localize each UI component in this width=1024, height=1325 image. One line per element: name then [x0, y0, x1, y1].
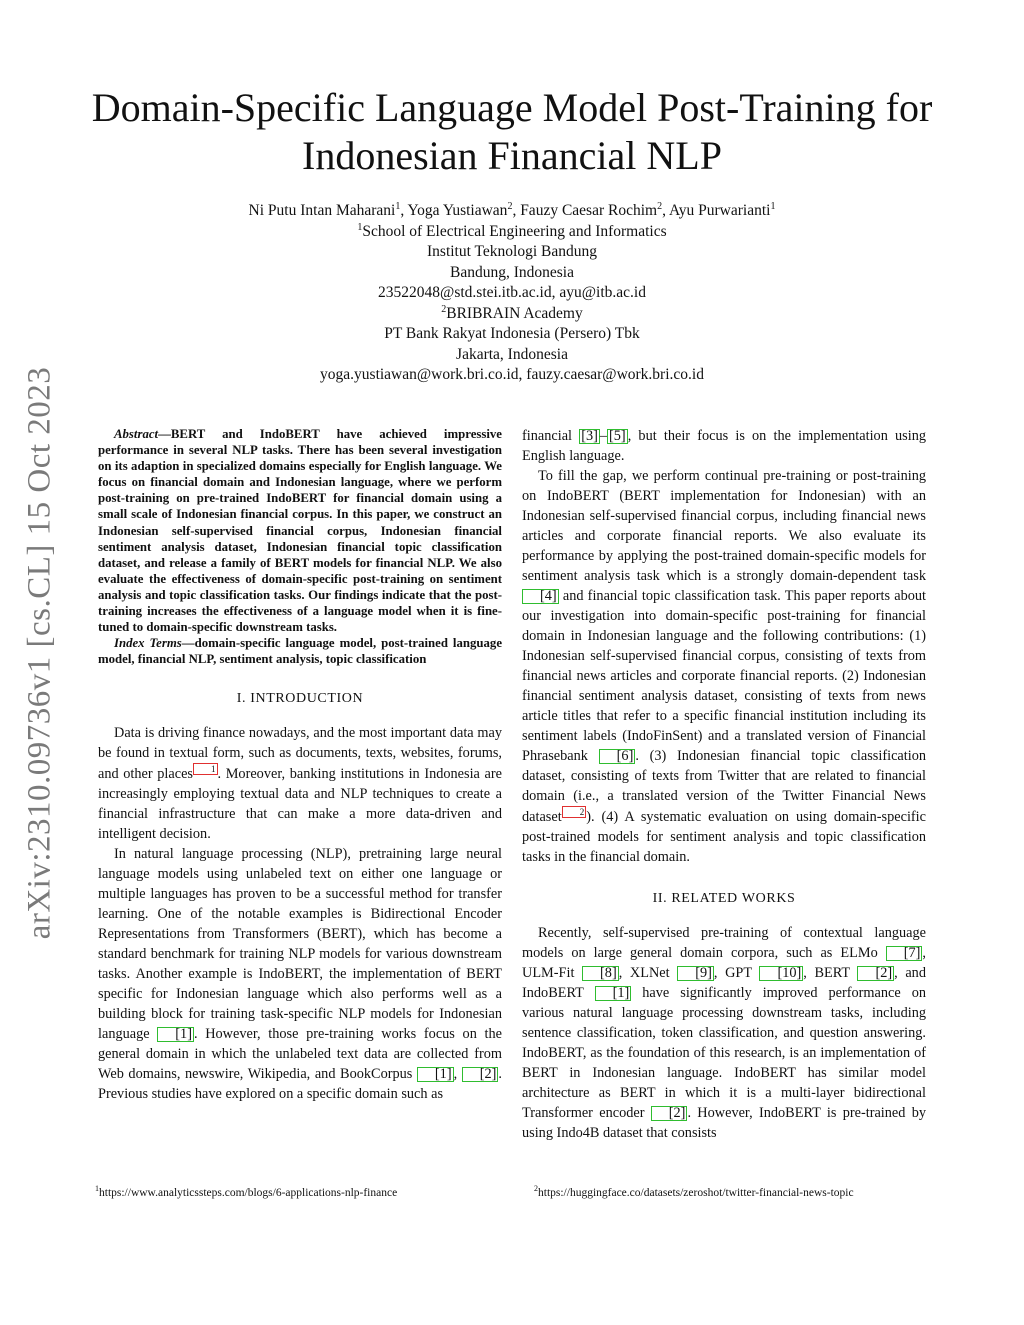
- section-2-first-2: W: [741, 890, 756, 906]
- section-heading-introduction: [98, 689, 502, 709]
- section-1-rest: NTRODUCTION: [255, 691, 364, 707]
- rw-text-b: , ULM-Fit: [522, 944, 926, 981]
- related-works-paragraph-1: [522, 923, 926, 1143]
- footnote-1: [95, 1186, 397, 1200]
- intro-p1-text-b: . Moreover, banking institutions in Indonesia are increasingly employing textual data and NLP techniques to create a financial infrastructure that can make a more data-driven and intelligent decision.: [98, 766, 502, 843]
- footnote-2: [534, 1186, 854, 1200]
- rw-text-h: . However, IndoBERT is pre-trained by using Indo4B dataset that consists: [522, 1104, 927, 1141]
- author-1: Ni Putu Intan Maharani: [248, 202, 396, 219]
- affiliation-1-emails: 23522048@std.stei.itb.ac.id, ayu@itb.ac.id: [378, 284, 646, 301]
- affil-1-line-1: School of Electrical Engineering and Informatics: [362, 222, 667, 240]
- affil-2-line-1: BRIBRAIN Academy: [446, 304, 583, 322]
- citation-link[interactable]: [4]: [522, 589, 559, 604]
- citation-link[interactable]: [9]: [677, 966, 714, 981]
- citation-link[interactable]: [5]: [609, 428, 626, 444]
- intro-paragraph-2-continued: [522, 426, 926, 466]
- footnote-1-url[interactable]: https://www.analyticssteps.com/blogs/6-applications-nlp-finance: [99, 1187, 398, 1199]
- intro-paragraph-1: [98, 723, 502, 844]
- citation-range-dash: –: [599, 428, 608, 444]
- intro-p2-text-a: In natural language processing (NLP), pretraining large neural language models using unlabeled text on either one language or multiple languages has proven to be a successful method for transfer learning. One of the notable examples is Bidirectional Encoder Representations from Transformers (BERT), which has become a standard benchmark for training NLP models for various downstream tasks. Another example is IndoBERT, the implementation of BERT specific for Indonesian language which also performs well as a building block for training task-specific NLP models for Indonesian language: [98, 846, 502, 1043]
- rw-text-g: have significantly improved performance on various natural language processing downstream tasks, including sentence classification, token classification, and question answering. IndoBERT, as the foundation of this research, is an implementation of BERT in Indonesian language. IndoBERT has similar model architecture as BERT in which it is a multi-layer bidirectional Transformer encoder: [522, 984, 927, 1121]
- right-p2-text-b: and financial topic classification task. This paper reports about our investigation into domain-specific post-training for financial domain in Indonesian language and the following contributions: (1) Indonesian self-supervised financial corpus, consisting of texts from financial news articles and corporate financial reports. (2) Indonesian financial sentiment analysis dataset, consisting of texts from news article titles that refer to a specific financial institution including its sentiment labels (IndoFinSent) and a translated version of Financial Phrasebank: [522, 588, 926, 764]
- footnote-2-url[interactable]: https://huggingface.co/datasets/zeroshot/twitter-financial-news-topic: [538, 1187, 854, 1199]
- rw-text-d: , GPT: [713, 964, 760, 981]
- right-column: [522, 426, 926, 1143]
- abstract-text: —BERT and IndoBERT have achieved impressive performance in several NLP tasks. There has been several investigation on its adaption in specialized domains especially for English language. We focus on financial domain and Indonesian language, where we perform post-training on pre-trained IndoBERT for financial domain using a small scale of Indonesian financial corpus. In this paper, we construct an Indonesian self-supervised financial corpus, Indonesian financial sentiment analysis dataset, Indonesian financial topic classification dataset, and release a family of BERT models for financial NLP. We also evaluate the effectiveness of domain-specific post-training on sentiment analysis and topic classification tasks. Our findings indicate that the post-training increases the effectiveness of a language model when it is fine-tuned to domain-specific downstream tasks.: [98, 427, 502, 635]
- affil-1-mark: 1: [357, 221, 363, 233]
- arxiv-identifier: arXiv:2310.09736v1 [cs.CL] 15 Oct 2023: [21, 366, 58, 939]
- section-2-rest-2: ORKS: [755, 890, 796, 906]
- affil-2-mark: 2: [441, 303, 447, 315]
- index-terms-label: Index Terms: [114, 636, 182, 651]
- rw-text-e: , BERT: [803, 964, 858, 981]
- section-1-number: I.: [236, 691, 251, 707]
- affiliation-1-name: [100, 222, 924, 243]
- intro-p1-text-a: Data is driving finance nowadays, and the most important data may be found in textual form, such as documents, texts, websites, forums, and other places: [98, 725, 502, 783]
- author-2-affil: 2: [507, 200, 513, 212]
- footnote-ref-1[interactable]: 1: [193, 763, 218, 775]
- author-3-affil: 2: [657, 200, 663, 212]
- section-2-number: II.: [652, 890, 672, 906]
- affiliation-1-location: Bandung, Indonesia: [450, 263, 574, 281]
- author-block: [100, 201, 924, 386]
- left-column: [98, 426, 502, 1104]
- citation-link[interactable]: [2]: [462, 1067, 499, 1082]
- rw-text-a: Recently, self-supervised pre-training of contextual language models on large general domain corpora, such as ELMo: [522, 924, 926, 961]
- footnote-ref-2[interactable]: 2: [562, 806, 587, 818]
- footnote-1-mark: 1: [95, 1184, 99, 1194]
- title-line-2: Indonesian Financial NLP: [302, 133, 722, 178]
- author-names: Ni Putu Intan Maharani$^1$, Yoga Yustiawan$^2$, Fauzy Caesar Rochim$^2$, Ayu Purwarianti$^1$: [248, 200, 776, 219]
- section-1-first: I: [250, 691, 256, 707]
- section-heading-related-works: [522, 889, 926, 909]
- author-2: Yoga Yustiawan: [407, 202, 508, 219]
- right-p2-text-a: To fill the gap, we perform continual pre-training or post-training on IndoBERT (BERT implementation for Indonesian) with an Indonesian self-supervised financial corpus, including financial news articles and corporate financial reports. We also evaluate its performance by applying the post-trained domain-specific models for sentiment analysis task which is a strongly domain-dependent task: [522, 468, 926, 584]
- paper-title: [70, 84, 954, 180]
- citation-link[interactable]: [3]: [581, 428, 598, 444]
- citation-link[interactable]: [7]: [886, 946, 923, 961]
- intro-p2-text-b: . However, those pre-training works focus on the general domain in which the unlabeled text data are collected from Web domains, newswire, Wikipedia, and BookCorpus: [98, 1026, 502, 1083]
- intro-p2-text-d: . Previous studies have explored on a specific domain such as: [98, 1066, 502, 1103]
- intro-p2-text-c: ,: [453, 1066, 462, 1083]
- footnote-2-mark: 2: [534, 1184, 538, 1194]
- citation-link[interactable]: [1]: [157, 1027, 194, 1042]
- author-4: Ayu Purwarianti: [668, 202, 771, 219]
- citation-link[interactable]: [1]: [595, 986, 632, 1001]
- author-1-affil: 1: [395, 200, 401, 212]
- arxiv-side-stamp: [10, 360, 70, 945]
- citation-link[interactable]: [2]: [857, 966, 894, 981]
- intro-paragraph-3: [522, 466, 926, 867]
- citation-link[interactable]: [2]: [651, 1106, 688, 1121]
- abstract: [98, 426, 502, 667]
- affiliation-2-emails: yoga.yustiawan@work.bri.co.id, fauzy.caesar@work.bri.co.id: [320, 366, 704, 383]
- affiliation-2-name: [100, 304, 924, 325]
- citation-link[interactable]: [1]: [417, 1067, 454, 1082]
- affiliation-2-institute: PT Bank Rakyat Indonesia (Persero) Tbk: [384, 325, 640, 342]
- rw-text-c: , XLNet: [618, 964, 678, 981]
- section-2-rest-1: ELATED: [681, 890, 742, 906]
- citation-link[interactable]: [10]: [759, 966, 803, 981]
- right-p2-text-c: . (3) Indonesian financial topic classification dataset, consisting of texts from Twitter that are related to financial domain (i.e., a translated version of the Twitter Financial News dataset: [522, 748, 927, 825]
- right-p1-text-a: financial: [522, 428, 580, 444]
- rw-text-f: , and IndoBERT: [522, 964, 926, 1001]
- abstract-label: Abstract: [114, 427, 159, 441]
- section-2-first-1: R: [671, 890, 682, 906]
- author-3: Fauzy Caesar Rochim: [520, 202, 658, 219]
- citation-link[interactable]: [6]: [599, 749, 636, 764]
- right-p1-text-b: , but their focus is on the implementation using English language.: [522, 428, 926, 464]
- citation-link[interactable]: [8]: [582, 966, 619, 981]
- intro-paragraph-2: [98, 844, 502, 1104]
- index-terms-text: —domain-specific language model, post-trained language model, financial NLP, sentiment analysis, topic classification: [98, 636, 502, 667]
- affiliation-1-institute: Institut Teknologi Bandung: [427, 243, 597, 260]
- title-line-1: Domain-Specific Language Model Post-Training for: [91, 85, 933, 130]
- affiliation-2-location: Jakarta, Indonesia: [456, 345, 568, 363]
- author-4-affil: 1: [770, 200, 776, 212]
- right-p2-text-d: ). (4) A systematic evaluation on using domain-specific post-trained models for sentiment analysis and topic classification tasks in the financial domain.: [522, 808, 926, 865]
